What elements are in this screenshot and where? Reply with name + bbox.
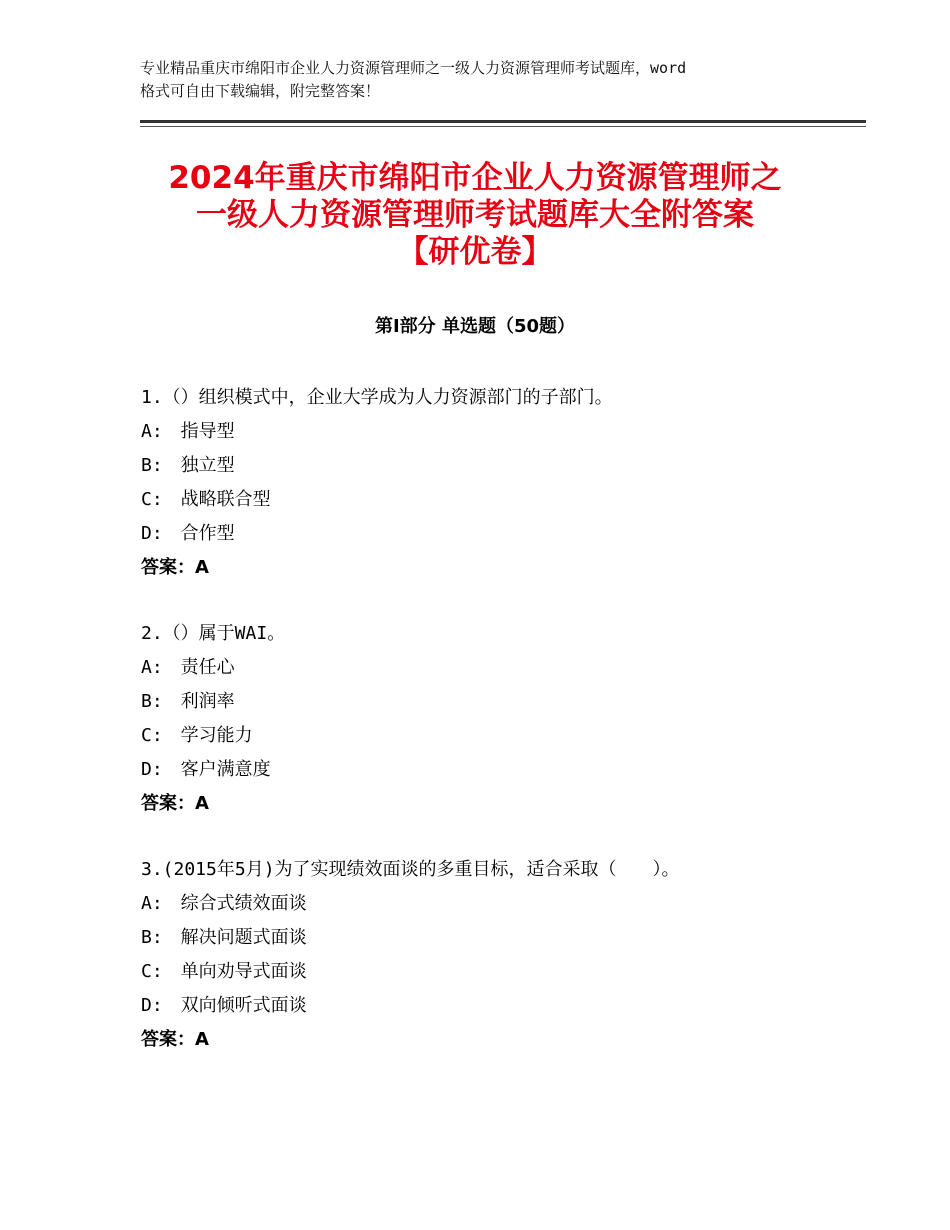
question-stem: 1.（）组织模式中，企业大学成为人力资源部门的子部门。 — [141, 387, 613, 408]
answer-label: 答案：A — [141, 1029, 209, 1050]
option-c: C: 单向劝导式面谈 — [141, 961, 307, 982]
document-title — [100, 160, 850, 271]
header-note-line-2: 格式可自由下载编辑，附完整答案！ — [140, 82, 381, 100]
document-title-line-3: 【研优卷】 — [397, 234, 553, 270]
answer-label: 答案：A — [141, 793, 209, 814]
document-title-line-1: 2024年重庆市绵阳市企业人力资源管理师之 — [168, 160, 782, 196]
question-1 — [141, 381, 841, 585]
header-divider-thin — [140, 126, 866, 127]
option-c: C: 学习能力 — [141, 725, 253, 746]
question-2 — [141, 617, 841, 821]
option-d: D: 客户满意度 — [141, 759, 271, 780]
answer-label: 答案：A — [141, 557, 209, 578]
option-c: C: 战略联合型 — [141, 489, 271, 510]
header-note-line-1: 专业精品重庆市绵阳市企业人力资源管理师之一级人力资源管理师考试题库，word — [140, 59, 687, 77]
header-note — [140, 57, 820, 103]
option-a: A: 综合式绩效面谈 — [141, 893, 307, 914]
option-d: D: 合作型 — [141, 523, 235, 544]
option-d: D: 双向倾听式面谈 — [141, 995, 307, 1016]
question-stem: 3.(2015年5月)为了实现绩效面谈的多重目标，适合采取（ ）。 — [141, 859, 680, 880]
option-b: B: 利润率 — [141, 691, 235, 712]
option-b: B: 独立型 — [141, 455, 235, 476]
document-title-line-2: 一级人力资源管理师考试题库大全附答案 — [196, 197, 754, 233]
question-list — [141, 381, 841, 1089]
section-heading: 第Ⅰ部分 单选题（50题） — [374, 316, 575, 337]
question-3 — [141, 853, 841, 1057]
option-a: A: 指导型 — [141, 421, 235, 442]
option-a: A: 责任心 — [141, 657, 235, 678]
question-stem: 2.（）属于WAI。 — [141, 623, 286, 644]
option-b: B: 解决问题式面谈 — [141, 927, 307, 948]
header-divider-thick — [140, 120, 866, 123]
